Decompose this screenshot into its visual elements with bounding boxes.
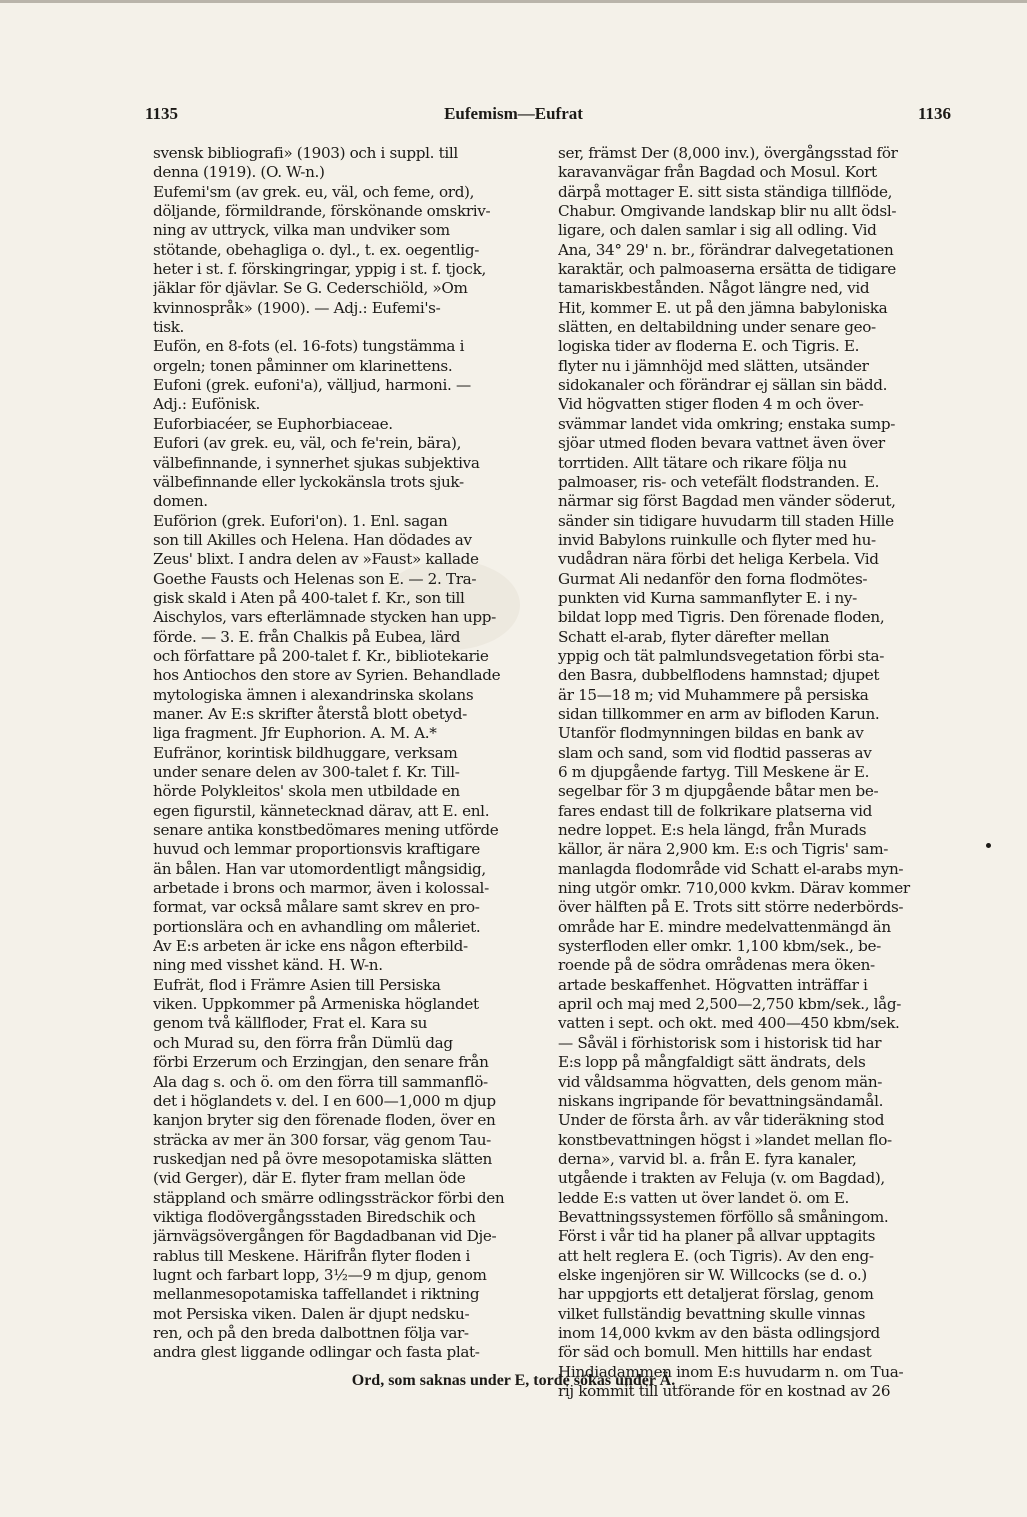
- text-line: svämmar landet vida omkring; enstaka sump-: [558, 414, 896, 433]
- text-line: utgående i trakten av Feluja (v. om Bagdad),: [558, 1169, 885, 1188]
- text-line: yppig och tät palmlundsvegetation förbi sta-: [558, 646, 885, 665]
- text-line: Vid högvatten stiger floden 4 m och över-: [558, 395, 864, 414]
- text-line: karaktär, och palmoaserna ersätta de tidigare: [558, 260, 896, 279]
- text-line: punkten vid Kurna sammanflyter E. i ny-: [558, 588, 857, 607]
- text-line: för säd och bomull. Men hittills har endast: [558, 1343, 872, 1362]
- margin-dot: [986, 843, 991, 848]
- text-line: Utanför flodmynningen bildas en bank av: [558, 724, 864, 743]
- running-title: Eufemism—Eufrat: [444, 104, 583, 123]
- text-line: andra glest liggande odlingar och fasta plat-: [153, 1343, 480, 1362]
- text-line: därpå mottager E. sitt sista ständiga tillflöde,: [558, 182, 893, 201]
- text-line: stäppland och smärre odlingssträckor förbi den: [153, 1188, 505, 1207]
- text-line: huvud och lemmar proportionsvis kraftigare: [153, 840, 480, 859]
- text-line: ligare, och dalen samlar i sig all odling. Vid: [558, 221, 877, 240]
- text-line: har uppgjorts ett detaljerat förslag, genom: [558, 1285, 874, 1304]
- text-line: Ana, 34° 29' n. br., förändrar dalvegetationen: [558, 240, 894, 259]
- text-line: källor, är nära 2,900 km. E:s och Tigris' sam-: [558, 840, 889, 859]
- right-column: [558, 144, 942, 1401]
- text-line: mellanmesopotamiska taffellandet i riktning: [153, 1285, 480, 1304]
- text-line: Hit, kommer E. ut på den jämna babyloniska: [558, 298, 888, 317]
- text-line: Under de första årh. av vår tideräkning stod: [558, 1111, 885, 1130]
- text-line: tisk.: [153, 318, 185, 337]
- text-line: derna», varvid bl. a. från E. fyra kanaler,: [558, 1149, 857, 1168]
- text-line: april och maj med 2,500—2,750 kbm/sek., låg-: [558, 995, 902, 1014]
- text-line: sjöar utmed floden bevara vattnet även över: [558, 434, 885, 453]
- text-line: flyter nu i jämnhöjd med slätten, utsänder: [558, 356, 869, 375]
- text-line: mytologiska ämnen i alexandrinska skolans: [153, 685, 474, 704]
- text-line: konstbevattningen högst i »landet mellan flo-: [558, 1130, 892, 1149]
- left-column: [153, 144, 537, 1363]
- text-line: mot Persiska viken. Dalen är djupt nedsku-: [153, 1304, 470, 1323]
- text-line: vilket fullständig bevattning skulle vinnas: [558, 1304, 866, 1323]
- text-line: artade beskaffenhet. Högvatten inträffar i: [558, 975, 868, 994]
- text-line: kvinnospråk» (1900). — Adj.: Eufemi's-: [153, 298, 441, 317]
- text-line: son till Akilles och Helena. Han dödades av: [153, 530, 472, 549]
- text-line: hos Antiochos den store av Syrien. Behandlade: [153, 666, 501, 685]
- text-line: Eufrät, flod i Främre Asien till Persiska: [153, 975, 441, 994]
- text-line: viken. Uppkommer på Armeniska höglandet: [153, 995, 479, 1014]
- text-line: Hindiadammen inom E:s huvudarm n. om Tua-: [558, 1362, 904, 1381]
- text-line: domen.: [153, 492, 208, 511]
- text-line: sträcka av mer än 300 forsar, väg genom Tau-: [153, 1130, 491, 1149]
- text-line: förde. — 3. E. från Chalkis på Eubea, lärd: [153, 627, 461, 646]
- text-line: systerfloden eller omkr. 1,100 kbm/sek., be-: [558, 937, 881, 956]
- text-line: döljande, förmildrande, förskönande omskriv-: [153, 202, 491, 221]
- page-number-right: 1136: [917, 104, 951, 123]
- text-line: vid våldsamma högvatten, dels genom män-: [558, 1072, 883, 1091]
- text-line: under senare delen av 300-talet f. Kr. Till-: [153, 763, 460, 781]
- text-line: tamariskbestånden. Något längre ned, vid: [558, 279, 870, 298]
- text-line: gisk skald i Aten på 400-talet f. Kr., son till: [153, 588, 465, 607]
- text-line: Chabur. Omgivande landskap blir nu allt ödsl-: [558, 202, 897, 221]
- text-line: Eufön, en 8-fots (el. 16-fots) tungstämma i: [153, 337, 465, 356]
- text-line: Bevattningssystemen förföllo så småningom.: [558, 1207, 889, 1226]
- text-line: den Basra, dubbelflodens hamnstad; djupet: [558, 666, 880, 685]
- text-line: palmoaser, ris- och vetefält flodstranden. E.: [558, 472, 880, 491]
- text-line: slätten, en deltabildning under senare geo-: [558, 318, 876, 337]
- text-line: sidokanaler och förändrar ej sällan sin bädd.: [558, 376, 888, 395]
- text-line: slam och sand, som vid flodtid passeras av: [558, 743, 872, 762]
- text-line: niskans ingripande för bevattningsändamål.: [558, 1091, 884, 1110]
- text-line: Eufori (av grek. eu, väl, och fe'rein, bära),: [153, 434, 462, 453]
- text-line: område har E. mindre medelvattenmängd än: [558, 917, 891, 936]
- text-line: att helt reglera E. (och Tigris). Av den eng-: [558, 1246, 874, 1265]
- text-line: Av E:s arbeten är icke ens någon efterbild-: [153, 937, 468, 956]
- text-line: lugnt och farbart lopp, 3½—9 m djup, genom: [153, 1265, 487, 1284]
- text-line: och författare på 200-talet f. Kr., bibliotekarie: [153, 646, 489, 665]
- text-line: Ala dag s. och ö. om den förra till sammanflö-: [153, 1072, 488, 1091]
- text-line: manlagda flodområde vid Schatt el-arabs myn-: [558, 859, 904, 878]
- text-line: orgeln; tonen påminner om klarinettens.: [153, 356, 453, 375]
- text-line: E:s lopp på mångfaldigt sätt ändrats, dels: [558, 1053, 866, 1072]
- text-line: närmar sig först Bagdad men vänder söderut,: [558, 492, 896, 511]
- text-line: genom två källfloder, Frat el. Kara su: [153, 1014, 428, 1033]
- text-line: elske ingenjören sir W. Willcocks (se d. o.): [558, 1265, 867, 1284]
- text-line: torrtiden. Allt tätare och rikare följa nu: [558, 453, 847, 472]
- text-line: liga fragment. Jfr Euphorion. A. M. A.*: [153, 724, 437, 743]
- text-line: ning utgör omkr. 710,000 kvkm. Därav kommer: [558, 879, 910, 898]
- text-line: Eufemi'sm (av grek. eu, väl, och feme, ord),: [153, 182, 475, 201]
- text-line: karavanvägar från Bagdad och Mosul. Kort: [558, 163, 877, 182]
- text-line: välbefinnande eller lyckokänsla trots sjuk-: [153, 472, 464, 491]
- text-line: (vid Gerger), där E. flyter fram mellan öde: [153, 1169, 466, 1188]
- text-line: vudådran nära förbi det heliga Kerbela. Vid: [558, 550, 879, 569]
- text-line: sänder sin tidigare huvudarm till staden Hille: [558, 511, 894, 530]
- text-line: Gurmat Ali nedanför den forna flodmötes-: [558, 569, 868, 588]
- text-line: invid Babylons ruinkulle och flyter med hu-: [558, 530, 876, 549]
- page-number-left: 1135: [145, 104, 179, 123]
- text-line: Adj.: Eufönisk.: [153, 395, 261, 414]
- text-line: och Murad su, den förra från Dümlü dag: [153, 1033, 453, 1052]
- text-line: heter i st. f. förskingringar, yppig i st. f. tjock,: [153, 260, 486, 279]
- text-line: Euförion (grek. Eufori'on). 1. Enl. sagan: [153, 511, 448, 530]
- text-line: det i höglandets v. del. I en 600—1,000 m djup: [153, 1091, 496, 1110]
- text-line: sidan tillkommer en arm av bifloden Karun.: [558, 704, 880, 723]
- text-line: jäklar för djävlar. Se G. Cederschiöld, »Om: [153, 279, 468, 298]
- text-line: — Såväl i förhistorisk som i historisk tid har: [558, 1033, 882, 1052]
- text-line: denna (1919). (O. W-n.): [153, 163, 325, 182]
- text-line: över hälften på E. Trots sitt större nederbörds-: [558, 898, 904, 917]
- text-line: logiska tider av floderna E. och Tigris. E.: [558, 337, 860, 356]
- text-line: format, var också målare samt skrev en pro-: [153, 898, 480, 917]
- text-line: ning med visshet känd. H. W-n.: [153, 956, 383, 975]
- text-line: stötande, obehagliga o. dyl., t. ex. oegentlig-: [153, 240, 480, 259]
- text-line: senare antika konstbedömares mening utförde: [153, 821, 499, 840]
- text-line: Euforbiacéer, se Euphorbiaceae.: [153, 414, 393, 433]
- text-line: roende på de södra områdenas mera öken-: [558, 956, 875, 975]
- text-line: förbi Erzerum och Erzingjan, den senare från: [153, 1053, 489, 1072]
- text-line: Eufoni (grek. eufoni'a), välljud, harmoni. —: [153, 376, 471, 395]
- text-line: hörde Polykleitos' skola men utbildade en: [153, 782, 460, 801]
- text-line: Aischylos, vars efterlämnade stycken han upp-: [153, 608, 496, 627]
- text-line: ser, främst Der (8,000 inv.), övergångsstad för: [558, 144, 898, 162]
- text-line: än bålen. Han var utomordentligt mångsidig,: [153, 859, 486, 878]
- page-footer-note: Ord, som saknas under E, torde sökas under Ä.: [351, 1372, 676, 1389]
- text-line: rij kommit till utförande för en kostnad av 26: [558, 1382, 891, 1400]
- text-line: viktiga flodövergångsstaden Biredschik och: [153, 1207, 476, 1226]
- text-line: portionslära och en avhandling om måleriet.: [153, 917, 481, 936]
- text-line: ning av uttryck, vilka man undviker som: [153, 221, 450, 240]
- text-line: ren, och på den breda dalbottnen följa var-: [153, 1323, 469, 1342]
- text-line: bildat lopp med Tigris. Den förenade floden,: [558, 608, 885, 627]
- text-line: Eufränor, korintisk bildhuggare, verksam: [153, 743, 458, 762]
- text-line: inom 14,000 kvkm av den bästa odlingsjord: [558, 1323, 880, 1342]
- text-line: Först i vår tid ha planer på allvar upptagits: [558, 1227, 876, 1246]
- text-line: arbetade i brons och marmor, även i kolossal-: [153, 879, 489, 898]
- text-line: nedre loppet. E:s hela längd, från Murads: [558, 821, 867, 840]
- text-line: rablus till Meskene. Härifrån flyter floden i: [153, 1246, 470, 1265]
- text-line: kanjon bryter sig den förenade floden, över en: [153, 1111, 496, 1130]
- text-line: ledde E:s vatten ut över landet ö. om E.: [558, 1188, 850, 1207]
- page-header: [0, 104, 1027, 128]
- text-line: 6 m djupgående fartyg. Till Meskene är E.: [558, 763, 870, 781]
- text-line: fares endast till de folkrikare platserna vid: [558, 801, 872, 820]
- text-line: vatten i sept. och okt. med 400—450 kbm/sek.: [558, 1014, 900, 1033]
- text-line: segelbar för 3 m djupgående båtar men be-: [558, 782, 879, 801]
- text-line: Schatt el-arab, flyter därefter mellan: [558, 627, 830, 646]
- page-top-rule: [0, 0, 1027, 3]
- text-line: ruskedjan ned på övre mesopotamiska slätten: [153, 1149, 492, 1168]
- text-line: egen figurstil, kännetecknad därav, att E. enl.: [153, 801, 490, 820]
- text-line: svensk bibliografi» (1903) och i suppl. till: [153, 144, 458, 162]
- text-line: järnvägsövergången för Bagdadbanan vid Dje-: [153, 1227, 497, 1246]
- text-line: välbefinnande, i synnerhet sjukas subjektiva: [153, 453, 480, 472]
- text-line: Goethe Fausts och Helenas son E. — 2. Tra-: [153, 569, 477, 588]
- text-line: maner. Av E:s skrifter återstå blott obetyd-: [153, 704, 467, 723]
- text-line: Zeus' blixt. I andra delen av »Faust» kallade: [153, 550, 479, 569]
- text-line: är 15—18 m; vid Muhammere på persiska: [558, 685, 869, 704]
